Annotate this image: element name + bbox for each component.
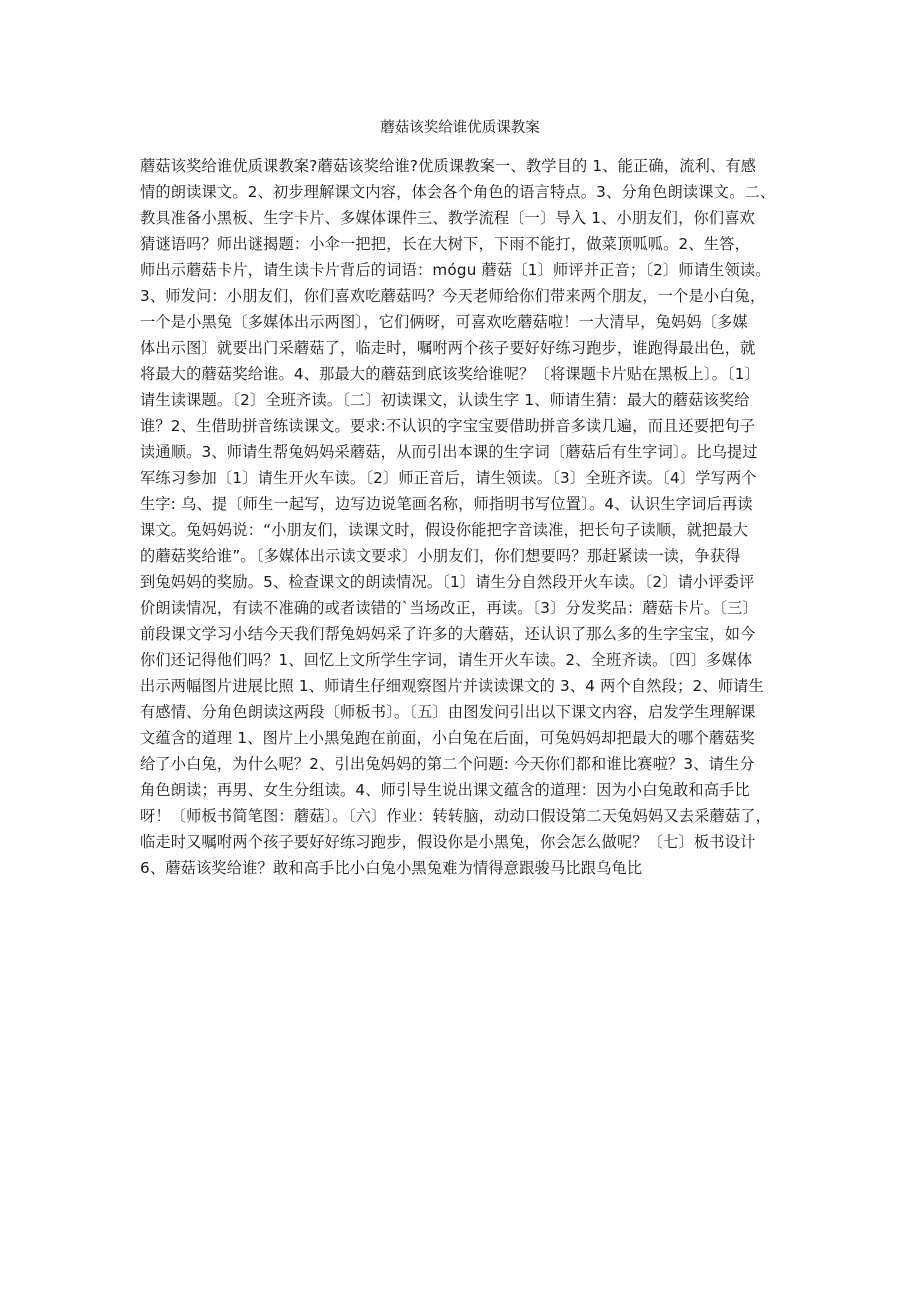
body-text-line: 课文。兔妈妈说：“小朋友们，读课文时，假设你能把字音读准，把长句子读顺，就把最大 bbox=[140, 521, 749, 539]
body-text-line: 师出示蘑菇卡片，请生读卡片背后的词语：mógu 蘑菇〔1〕师评并正音；〔2〕师请生领读。 bbox=[140, 261, 771, 279]
body-text-line: 给了小白兔，为什么呢？2、引出兔妈妈的第二个问题: 今天你们都和谁比赛啦？3、请生分 bbox=[140, 755, 755, 773]
body-text-line: 猜谜语吗？师出谜揭题：小伞一把把，长在大树下，下雨不能打，做菜顶呱呱。2、生答， bbox=[140, 235, 750, 253]
body-text-line: 到兔妈妈的奖励。5、检查课文的朗读情况。〔1〕请生分自然段开火车读。〔2〕请小评委评 bbox=[140, 573, 755, 591]
body-text-line: 体出示图〕就要出门采蘑菇了，临走时，嘱咐两个孩子要好好练习跑步，谁跑得最出色，就 bbox=[140, 339, 756, 357]
body-text-line: 临走时又嘱咐两个孩子要好好练习跑步，假设你是小黑兔，你会怎么做呢？〔七〕板书设计 bbox=[140, 833, 756, 851]
body-text-line: 读通顺。3、师请生帮兔妈妈采蘑菇，从而引出本课的生字词〔蘑菇后有生字词〕。比乌提过 bbox=[140, 443, 758, 461]
body-text-line: 生字: 乌、提〔师生一起写，边写边说笔画名称，师指明书写位置〕。4、认识生字词后再读 bbox=[140, 495, 753, 513]
body-text-line: 将最大的蘑菇奖给谁。4、那最大的蘑菇到底该奖给谁呢？〔将课题卡片贴在黑板上〕。〔1〕 bbox=[140, 365, 761, 383]
body-text-line: 前段课文学习小结今天我们帮兔妈妈采了许多的大蘑菇，还认识了那么多的生字宝宝，如今 bbox=[140, 625, 756, 643]
document-body bbox=[140, 153, 820, 881]
body-text-line: 请生读课题。〔2〕全班齐读。〔二〕初读课文，认读生字 1、师请生猜：最大的蘑菇该奖给 bbox=[140, 391, 750, 409]
body-text-line: 价朗读情况，有读不准确的或者读错的`当场改正，再读。〔3〕分发奖品：蘑菇卡片。〔三〕 bbox=[140, 599, 758, 617]
body-text-line: 出示两幅图片进展比照 1、师请生仔细观察图片并读读课文的 3、4 两个自然段；2、师请生 bbox=[140, 677, 764, 695]
body-text-line: 6、蘑菇该奖给谁？敢和高手比小白兔小黑兔难为情得意跟骏马比跟乌龟比 bbox=[140, 859, 643, 877]
body-text-line: 军练习参加〔1〕请生开火车读。〔2〕师正音后，请生领读。〔3〕全班齐读。〔4〕学写两个 bbox=[140, 469, 757, 487]
body-text-line: 教具准备小黑板、生字卡片、多媒体课件三、教学流程〔一〕导入 1、小朋友们，你们喜欢 bbox=[140, 209, 756, 227]
body-text-line: 情的朗读课文。2、初步理解课文内容，体会各个角色的语言特点。3、分角色朗读课文。二、 bbox=[140, 183, 776, 201]
document-title: 蘑菇该奖给谁优质课教案 bbox=[380, 120, 540, 136]
body-text-line: 呀！〔师板书简笔图：蘑菇〕。〔六〕作业：转转脑，动动口假设第二天兔妈妈又去采蘑菇了， bbox=[140, 807, 772, 825]
body-text-line: 的蘑菇奖给谁”。〔多媒体出示读文要求〕小朋友们，你们想要吗？那赶紧读一读，争获得 bbox=[140, 547, 741, 565]
body-text-line: 有感情、分角色朗读这两段〔师板书〕。〔五〕由图发问引出以下课文内容，启发学生理解课 bbox=[140, 703, 756, 721]
body-text-line: 文蕴含的道理 1、图片上小黑兔跑在前面，小白兔在后面，可兔妈妈却把最大的哪个蘑菇奖 bbox=[140, 729, 756, 747]
body-text-line: 谁？2、生借助拼音练读课文。要求:不认识的字宝宝要借助拼音多读几遍，而且还要把句子 bbox=[140, 417, 756, 435]
body-text-line: 你们还记得他们吗？1、回忆上文所学生字词，请生开火车读。2、全班齐读。〔四〕多媒体 bbox=[140, 651, 753, 669]
body-text-line: 一个是小黑兔〔多媒体出示两图〕，它们俩呀，可喜欢吃蘑菇啦！一大清早，兔妈妈〔多媒 bbox=[140, 313, 748, 331]
body-text-line: 角色朗读；再男、女生分组读。4、师引导生说出课文蕴含的道理：因为小白兔敢和高手比 bbox=[140, 781, 750, 799]
body-text-line: 3、师发问：小朋友们，你们喜欢吃蘑菇吗？今天老师给你们带来两个朋友，一个是小白兔， bbox=[140, 287, 766, 305]
body-text-line: 蘑菇该奖给谁优质课教案?蘑菇该奖给谁?优质课教案一、教学目的 1、能正确，流利、有感 bbox=[140, 157, 757, 175]
